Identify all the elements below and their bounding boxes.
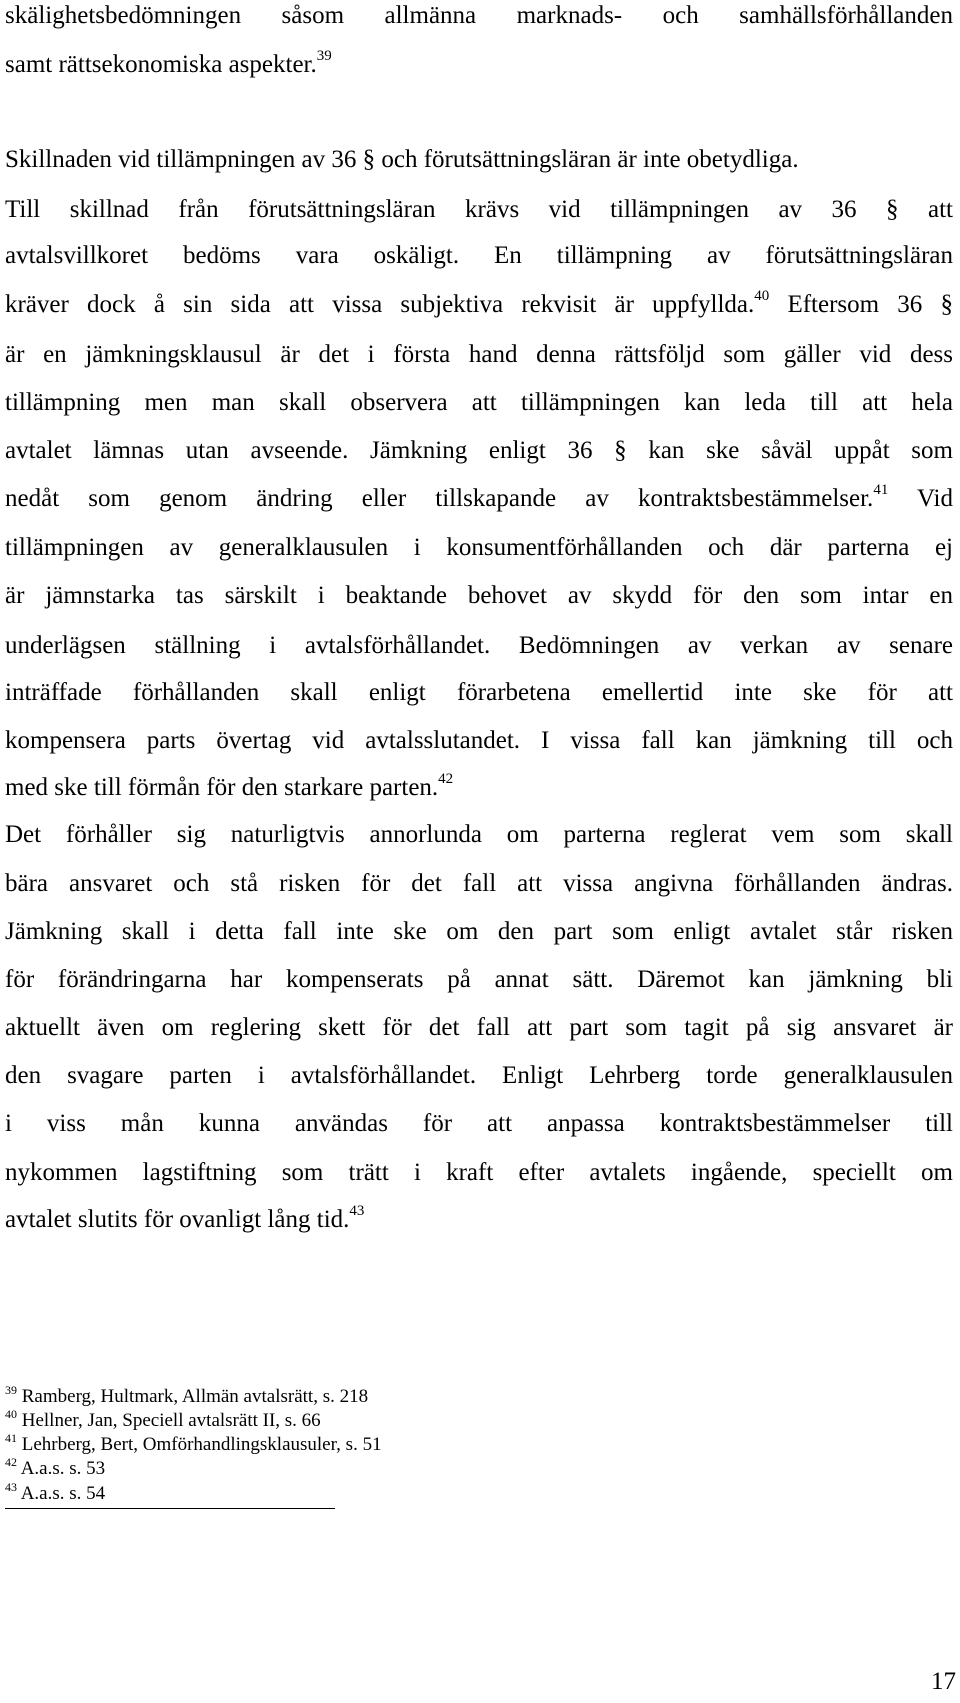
- line-text: samt rättsekonomiska aspekter.: [5, 51, 317, 78]
- footnote-ref: 43: [349, 1203, 365, 1219]
- footnote: [5, 1407, 321, 1432]
- footnote: [5, 1431, 382, 1456]
- line-text: Till skillnad från förutsättningsläran krävs vid tillämpningen av 36 § att: [5, 196, 953, 223]
- footnote-number: 42: [5, 1455, 17, 1469]
- text-line: [5, 241, 953, 271]
- line-text: är en jämkningsklausul är det i första hand denna rättsföljd som gäller vid dess: [5, 341, 953, 368]
- line-text: tillämpning men man skall observera att tillämpningen kan leda till att hela: [5, 389, 953, 416]
- text-line: [5, 195, 953, 225]
- text-line: [5, 581, 953, 611]
- text-line: [5, 1013, 953, 1043]
- text-line: [5, 1061, 953, 1091]
- text-line: [5, 917, 953, 947]
- footnote-text: A.a.s. s. 54: [20, 1483, 106, 1504]
- footnote-text: Lehrberg, Bert, Omförhandlingsklausuler, s. 51: [21, 1434, 382, 1455]
- line-text: i viss mån kunna användas för att anpassa kontraktsbestämmelser till: [5, 1110, 953, 1137]
- footnote-ref: 40: [754, 288, 770, 304]
- line-text-after: Vid: [888, 485, 953, 512]
- footnote: [5, 1383, 369, 1408]
- footnote-number: 40: [5, 1407, 17, 1421]
- line-text: med ske till förmån för den starkare parten.: [5, 774, 439, 801]
- page-number: 17: [931, 1668, 956, 1695]
- text-line: [5, 290, 953, 320]
- line-text: nedåt som genom ändring eller tillskapande av kontraktsbestämmelser.: [5, 485, 874, 512]
- footnote-text: Hellner, Jan, Speciell avtalsrätt II, s. 66: [21, 1410, 321, 1431]
- footnote-ref: 39: [316, 48, 332, 64]
- line-text: är jämnstarka tas särskilt i beaktande behovet av skydd för den som intar en: [5, 582, 953, 609]
- footnote-text: A.a.s. s. 53: [20, 1458, 106, 1479]
- text-line: [5, 50, 953, 80]
- line-text: bära ansvaret och stå risken för det fall att vissa angivna förhållanden ändras.: [5, 870, 953, 897]
- text-line: [5, 340, 953, 370]
- text-line: [5, 436, 953, 466]
- text-line: [5, 533, 953, 563]
- text-line: [5, 1205, 953, 1235]
- line-text: Jämkning skall i detta fall inte ske om den part som enligt avtalet står risken: [5, 918, 953, 945]
- footnote-number: 41: [5, 1431, 17, 1445]
- footnote-number: 39: [5, 1383, 17, 1397]
- footnote-ref: 41: [873, 482, 889, 498]
- line-text-after: Eftersom 36 §: [769, 291, 954, 318]
- text-line: [5, 388, 953, 418]
- text-line: [5, 1, 953, 31]
- line-text: tillämpningen av generalklausulen i konsumentförhållanden och där parterna ej: [5, 534, 953, 561]
- footnote: [5, 1455, 106, 1480]
- footnote-text: Ramberg, Hultmark, Allmän avtalsrätt, s. 218: [21, 1386, 369, 1407]
- text-line: [5, 1109, 953, 1139]
- line-text: kompensera parts övertag vid avtalsslutandet. I vissa fall kan jämkning till och: [5, 727, 953, 754]
- footnote-ref: 42: [438, 771, 454, 787]
- text-line: [5, 869, 953, 899]
- text-line: [5, 484, 953, 514]
- line-text: Skillnaden vid tillämpningen av 36 § och förutsättningsläran är inte obetydliga.: [5, 146, 799, 173]
- line-text: Det förhåller sig naturligtvis annorlunda om parterna reglerat vem som skall: [5, 821, 953, 848]
- line-text: den svagare parten i avtalsförhållandet. Enligt Lehrberg torde generalklausulen: [5, 1062, 953, 1089]
- text-line: [5, 1158, 953, 1188]
- text-line: [5, 820, 953, 850]
- line-text: inträffade förhållanden skall enligt förarbetena emellertid inte ske för att: [5, 679, 953, 706]
- footnote-separator: [5, 1508, 335, 1509]
- line-text: för förändringarna har kompenserats på annat sätt. Däremot kan jämkning bli: [5, 966, 953, 993]
- text-line: [5, 773, 953, 803]
- line-text: nykommen lagstiftning som trätt i kraft efter avtalets ingående, speciellt om: [5, 1159, 953, 1186]
- text-line: [5, 965, 953, 995]
- line-text: aktuellt även om reglering skett för det fall att part som tagit på sig ansvaret är: [5, 1014, 953, 1041]
- text-line: [5, 678, 953, 708]
- line-text: skälighetsbedömningen såsom allmänna marknads- och samhällsförhållanden: [5, 2, 953, 29]
- line-text: kräver dock å sin sida att vissa subjektiva rekvisit är uppfyllda.: [5, 291, 755, 318]
- text-line: [5, 631, 953, 661]
- text-line: [5, 145, 953, 175]
- line-text: avtalsvillkoret bedöms vara oskäligt. En tillämpning av förutsättningsläran: [5, 242, 953, 269]
- line-text: underlägsen ställning i avtalsförhållandet. Bedömningen av verkan av senare: [5, 632, 953, 659]
- line-text: avtalet slutits för ovanligt lång tid.: [5, 1206, 350, 1233]
- footnote: [5, 1480, 106, 1505]
- line-text: avtalet lämnas utan avseende. Jämkning enligt 36 § kan ske såväl uppåt som: [5, 437, 953, 464]
- footnote-number: 43: [5, 1480, 17, 1494]
- text-line: [5, 726, 953, 756]
